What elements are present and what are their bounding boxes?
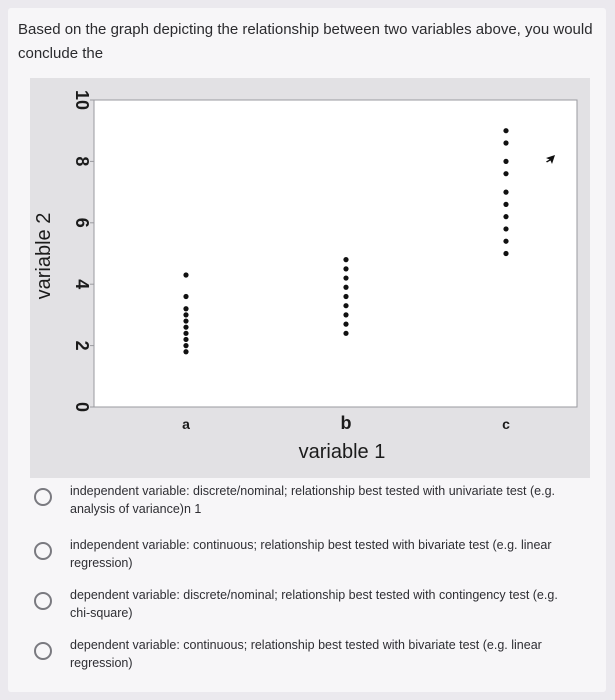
x-axis-label: variable 1 (298, 441, 386, 463)
option-label: independent variable: continuous; relationship best tested with bivariate test (e.g. linear regression) (70, 538, 552, 570)
data-point (343, 331, 348, 336)
y-tick-label: 4 (72, 279, 92, 290)
option-3[interactable] (34, 586, 594, 622)
y-tick-label: 0 (72, 401, 92, 413)
data-point (503, 202, 508, 207)
data-point (183, 312, 188, 317)
data-point (343, 257, 348, 262)
data-point (503, 214, 508, 219)
option-2[interactable] (34, 536, 594, 572)
data-point (503, 128, 508, 133)
data-point (343, 285, 348, 290)
data-point (503, 190, 508, 195)
data-point (183, 325, 188, 330)
x-tick-label: a (182, 416, 190, 432)
option-1[interactable] (34, 482, 594, 518)
radio-button[interactable] (34, 592, 52, 610)
data-point (343, 322, 348, 327)
data-point (183, 343, 188, 348)
y-tick-label: 10 (72, 89, 92, 111)
option-4[interactable] (34, 636, 594, 672)
data-point (503, 140, 508, 145)
data-point (183, 306, 188, 311)
data-point (183, 349, 188, 354)
option-label: independent variable: discrete/nominal; relationship best tested with univariate test (e.g. analysis of variance)n 1 (70, 484, 556, 516)
question-text: Based on the graph depicting the relationship between two variables above, you would conclude the (18, 21, 593, 62)
radio-button[interactable] (34, 542, 52, 560)
y-tick-label: 6 (72, 217, 92, 228)
data-point (183, 331, 188, 336)
data-point (343, 312, 348, 317)
data-point (343, 275, 348, 280)
x-tick-label: c (502, 416, 510, 432)
y-tick-label: 8 (72, 156, 92, 167)
data-point (343, 266, 348, 271)
data-point (343, 303, 348, 308)
radio-button[interactable] (34, 488, 52, 506)
option-label: dependent variable: continuous; relationship best tested with bivariate test (e.g. linear regression) (70, 638, 542, 670)
y-tick-label: 2 (72, 340, 92, 351)
data-point (503, 239, 508, 244)
radio-button[interactable] (34, 642, 52, 660)
data-point (503, 159, 508, 164)
data-point (343, 294, 348, 299)
data-point (183, 337, 188, 342)
scatter-chart (30, 78, 590, 478)
y-axis-label: variable 2 (33, 212, 55, 300)
data-point (183, 294, 188, 299)
option-label: dependent variable: discrete/nominal; relationship best tested with contingency test (e.g. chi-square) (70, 588, 558, 620)
data-point (183, 318, 188, 323)
chart-figure (30, 78, 590, 478)
data-point (183, 272, 188, 277)
data-point (503, 226, 508, 231)
data-point (503, 171, 508, 176)
x-tick-label: b (340, 413, 352, 433)
data-point (503, 251, 508, 256)
